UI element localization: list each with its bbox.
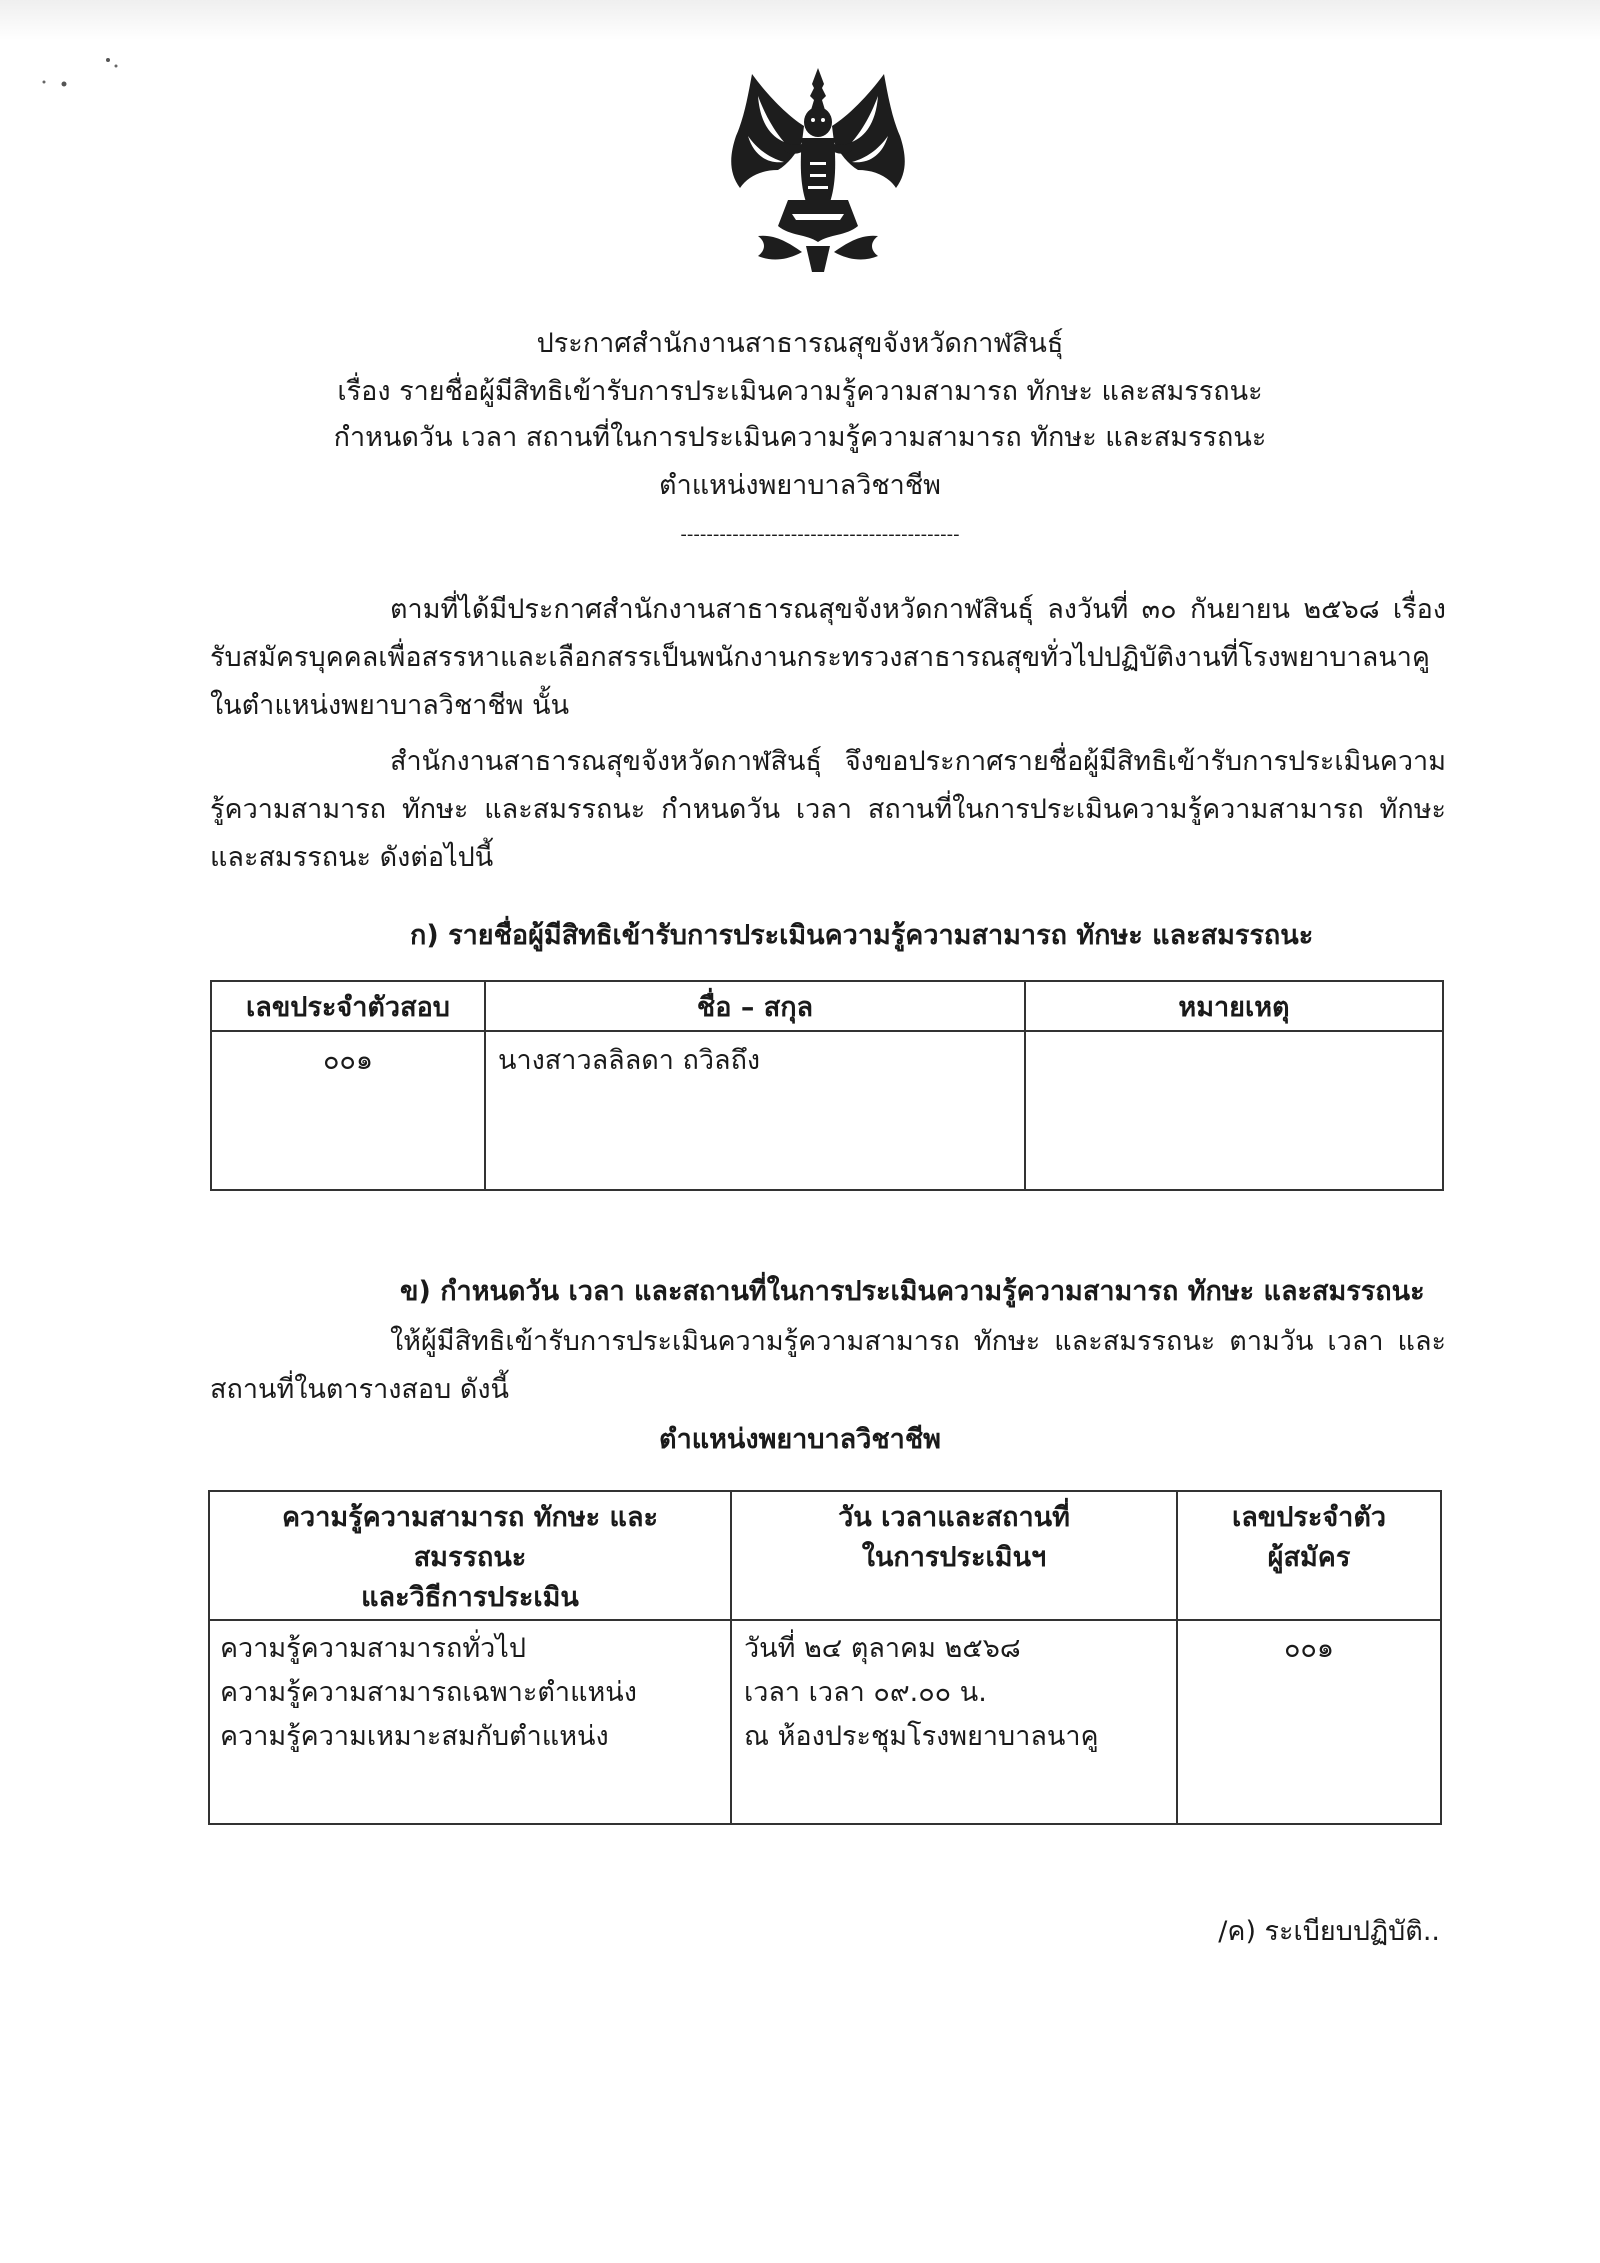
scan-shadow [0, 0, 1600, 40]
header-note: หมายเหตุ [1025, 981, 1443, 1031]
announcement-position: ตำแหน่งพยาบาลวิชาชีพ [659, 470, 941, 501]
header-applicant-id [1177, 1491, 1441, 1620]
competency-general: ความรู้ความสามารถทั่วไป [220, 1633, 526, 1664]
header-name: ชื่อ – สกุล [485, 981, 1025, 1031]
announcement-subject-cont: กำหนดวัน เวลา สถานที่ในการประเมินความรู้ความสามารถ ทักษะ และสมรรถนะ [333, 422, 1267, 453]
table-header-row [211, 981, 1443, 1031]
header-datetime-place [731, 1491, 1177, 1620]
paragraph-announcement: สำนักงานสาธารณสุขจังหวัดกาฬสินธุ์ จึงขอประกาศรายชื่อผู้มีสิทธิเข้ารับการประเมินความรู้ความสามารถ ทักษะ และสมรรถนะ กำหนดวัน เวลา สถานที่ในการประเมินความรู้ความสามารถ ทักษะ และสมรรถนะ ดังต่อไปนี้ [210, 746, 1446, 873]
section-b-intro: ให้ผู้มีสิทธิเข้ารับการประเมินความรู้ความสามารถ ทักษะ และสมรรถนะ ตามวัน เวลา และสถานที่ในตารางสอบ ดังนี้ [210, 1326, 1446, 1405]
announcement-title: ประกาศสำนักงานสาธารณสุขจังหวัดกาฬสินธุ์ [536, 328, 1064, 359]
header-competency-line2: สมรรถนะ [413, 1542, 527, 1573]
header-divider: ------------------------------------------- [680, 524, 960, 545]
paragraph-reference: ตามที่ได้มีประกาศสำนักงานสาธารณสุขจังหวัดกาฬสินธุ์ ลงวันที่ ๓๐ กันยายน ๒๕๖๘ เรื่อง รับสมัครบุคคลเพื่อสรรหาและเลือกสรรเป็นพนักงานกระทรวงสาธารณสุขทั่วไปปฏิบัติงานที่โรงพยาบาลนาคู ในตำแหน่งพยาบาลวิชาชีพ นั้น [210, 594, 1446, 721]
announcement-subject: เรื่อง รายชื่อผู้มีสิทธิเข้ารับการประเมินความรู้ความสามารถ ทักษะ และสมรรถนะ [337, 376, 1263, 407]
cell-name: นางสาวลลิลดา ถวิลถึง [485, 1031, 1025, 1190]
competency-suitability: ความรู้ความเหมาะสมกับตำแหน่ง [220, 1721, 609, 1752]
exam-date: วันที่ ๒๔ ตุลาคม ๒๕๖๘ [744, 1633, 1021, 1664]
header-competency-line3: และวิธีการประเมิน [361, 1582, 579, 1613]
schedule-header-row [209, 1491, 1441, 1620]
header-applicant-id-line1: เลขประจำตัว [1231, 1502, 1387, 1533]
garuda-emblem [718, 66, 918, 276]
schedule-row [209, 1620, 1441, 1824]
header-datetime-line2: ในการประเมินฯ [861, 1542, 1047, 1573]
header-competency [209, 1491, 731, 1620]
table-row [211, 1031, 1443, 1190]
section-b-title: ข) กำหนดวัน เวลา และสถานที่ในการประเมินความรู้ความสามารถ ทักษะ และสมรรถนะ [400, 1276, 1425, 1307]
section-a-title: ก) รายชื่อผู้มีสิทธิเข้ารับการประเมินความรู้ความสามารถ ทักษะ และสมรรถนะ [410, 920, 1314, 951]
cell-competency [209, 1620, 731, 1824]
cell-exam-id: ๐๐๑ [211, 1031, 485, 1190]
header-datetime-line1: วัน เวลาและสถานที่ [838, 1502, 1070, 1533]
schedule-position-title: ตำแหน่งพยาบาลวิชาชีพ [659, 1424, 941, 1455]
header-applicant-id-line2: ผู้สมัคร [1267, 1542, 1351, 1573]
header-competency-line1: ความรู้ความสามารถ ทักษะ และ [281, 1502, 658, 1533]
candidate-table [210, 980, 1444, 1191]
cell-datetime-place [731, 1620, 1177, 1824]
exam-place: ณ ห้องประชุมโรงพยาบาลนาคู [744, 1721, 1099, 1752]
header-exam-id: เลขประจำตัวสอบ [211, 981, 485, 1031]
schedule-table [208, 1490, 1442, 1825]
cell-applicant-id: ๐๐๑ [1177, 1620, 1441, 1824]
competency-specific: ความรู้ความสามารถเฉพาะตำแหน่ง [220, 1677, 637, 1708]
continuation-note: /ค) ระเบียบปฏิบัติ.. [1218, 1916, 1440, 1947]
cell-note [1025, 1031, 1443, 1190]
scan-specks [38, 52, 118, 96]
exam-time: เวลา เวลา ๐๙.๐๐ น. [744, 1677, 987, 1708]
